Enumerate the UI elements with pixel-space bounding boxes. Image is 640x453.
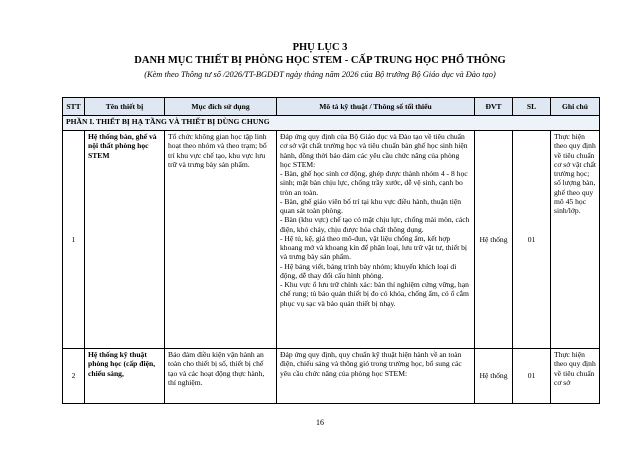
table-header-row xyxy=(63,98,600,116)
description-line: Đáp ứng quy định, quy chuẩn kỹ thuật hiện hành về an toàn điện, chiếu sáng và thông gió trong trường học, bổ sung các yêu cầu chức năng của phòng học STEM: xyxy=(280,350,462,378)
column-header-description: Mô tả kỹ thuật / Thông số tối thiểu xyxy=(277,98,475,116)
document-subtitle: (Kèm theo Thông tư số /2026/TT-BGDĐT ngày tháng năm 2026 của Bộ trưởng Bộ Giáo dục và Đào tạo) xyxy=(144,70,496,79)
row-purpose: Tổ chức không gian học tập linh hoạt theo nhóm và theo trạm; bố trí khu vực chế tạo, khu vực lưu trữ và trưng bày sản phẩm. xyxy=(165,131,277,349)
column-header-purpose: Mục đích sử dụng xyxy=(165,98,277,116)
description-line: - Hệ bảng viết, bảng trình bày nhóm; khuyến khích loại di động, dễ thay đổi cấu hình phòng. xyxy=(280,261,457,280)
description-line: - Khu vực ổ lưu trữ chính xác: bàn thí nghiệm cứng vững, hạn chế rung; tủ bảo quản thiết bị đo có khóa, chống ẩm, có ổ cắm phục vụ sạc và bảo quản thiết bị nhạy. xyxy=(280,280,469,308)
row-description xyxy=(277,131,475,349)
section-title: PHẦN I. THIẾT BỊ HẠ TẦNG VÀ THIẾT BỊ DÙNG CHUNG xyxy=(63,116,600,131)
row-stt: 2 xyxy=(63,349,85,404)
row-unit: Hệ thống xyxy=(475,349,513,404)
column-header-quantity: SL xyxy=(513,98,551,116)
section-row xyxy=(63,116,600,131)
document-title: DANH MỤC THIẾT BỊ PHÒNG HỌC STEM - CẤP TRUNG HỌC PHỔ THÔNG xyxy=(134,55,506,66)
row-note: Thực hiện theo quy định về tiêu chuẩn cơ sở xyxy=(551,349,600,404)
page-number: 16 xyxy=(316,418,324,427)
row-quantity: 01 xyxy=(513,131,551,349)
column-header-stt: STT xyxy=(63,98,85,116)
description-line: - Bàn (khu vực) chế tạo có mặt chịu lực, chống mài mòn, cách điện, khó cháy, chịu được hóa chất thông dụng. xyxy=(280,215,470,234)
description-line: - Bàn, ghế giáo viên bố trí tại khu vực điều hành, thuận tiện quan sát toàn phòng. xyxy=(280,196,462,215)
table-row xyxy=(63,349,600,404)
description-line: - Bàn, ghế học sinh cơ động, ghép được thành nhóm 4 - 8 học sinh; mặt bàn chịu lực, chống trầy xước, dễ vệ sinh, cạnh bo tròn an toàn. xyxy=(280,169,468,197)
row-name: Hệ thống kỹ thuật phòng học (cấp điện, chiếu sáng, xyxy=(85,349,165,404)
row-purpose: Bảo đảm điều kiện vận hành an toàn cho thiết bị số, thiết bị chế tạo và các hoạt động thực hành, thí nghiệm. xyxy=(165,349,277,404)
row-quantity: 01 xyxy=(513,349,551,404)
row-note: Thực hiện theo quy định về tiêu chuẩn cơ sở vật chất trường học; số lượng bàn, ghế theo quy mô 45 học sinh/lớp. xyxy=(551,131,600,349)
description-line: - Hệ tủ, kệ, giá theo mô-đun, vật liệu chống ẩm, kết hợp khoang mở và khoang kín để phân loại, lưu trữ vật tư, thiết bị và trưng bày sản phẩm. xyxy=(280,233,467,262)
table-row xyxy=(63,131,600,349)
row-stt: 1 xyxy=(63,131,85,349)
description-line: Đáp ứng quy định của Bộ Giáo dục và Đào tạo về tiêu chuẩn cơ sở vật chất trường học và tiêu chuẩn bàn ghế học sinh hiện hành, đồng thời bảo đảm các yêu cầu chức năng của phòng học STEM: xyxy=(280,132,468,169)
column-header-name: Tên thiết bị xyxy=(85,98,165,116)
column-header-unit: ĐVT xyxy=(475,98,513,116)
row-unit: Hệ thống xyxy=(475,131,513,349)
equipment-table xyxy=(62,97,600,404)
appendix-heading: PHỤ LỤC 3 xyxy=(292,42,348,53)
column-header-note: Ghi chú xyxy=(551,98,600,116)
row-description xyxy=(277,349,475,404)
row-name: Hệ thống bàn, ghế và nội thất phòng học STEM xyxy=(85,131,165,349)
